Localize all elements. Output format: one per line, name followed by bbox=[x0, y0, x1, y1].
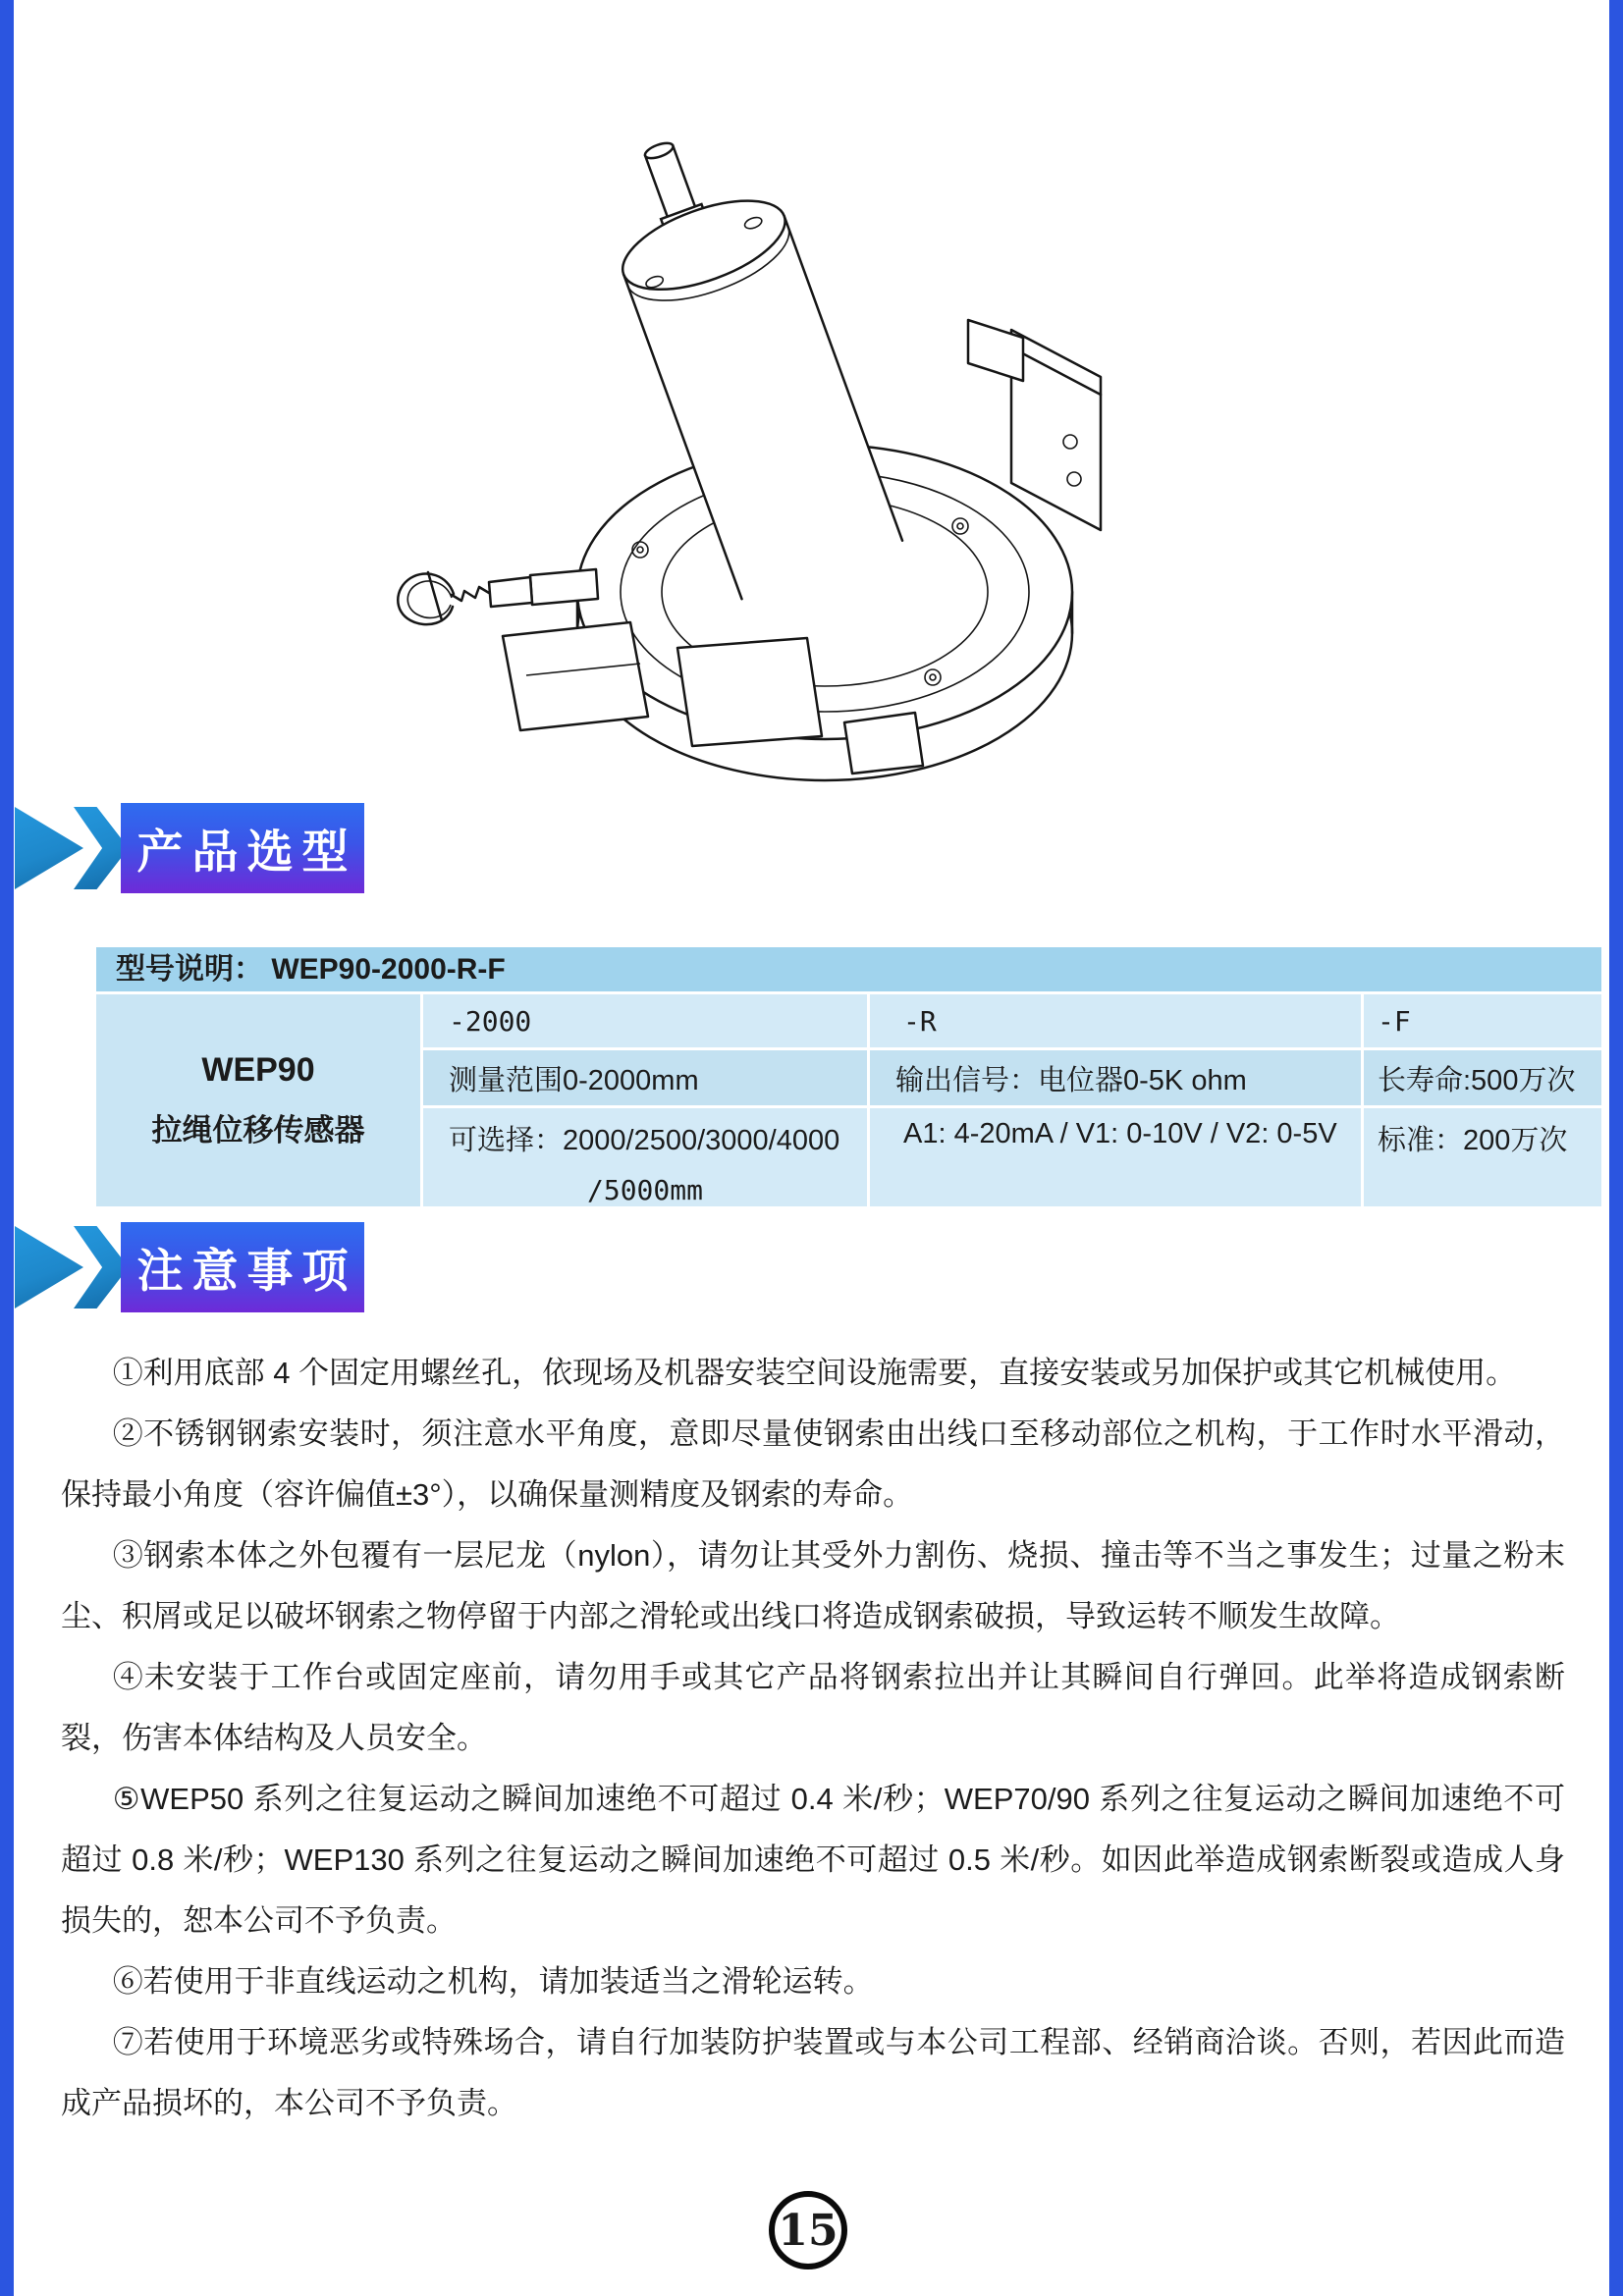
model-selection-table bbox=[96, 947, 1601, 1206]
range-options-cell bbox=[423, 1108, 867, 1206]
page-number: 15 bbox=[769, 2191, 847, 2269]
caution-item: ①利用底部 4 个固定用螺丝孔，依现场及机器安装空间设施需要，直接安装或另加保护或其它机械使用。 bbox=[112, 1356, 1517, 1390]
section-title-banner: 注意事项 bbox=[121, 1222, 364, 1312]
life-options-cell: 标准：200万次 bbox=[1364, 1108, 1601, 1206]
product-model: WEP90 bbox=[201, 1051, 315, 1089]
caution-item: ②不锈钢钢索安装时，须注意水平角度，意即尽量使钢索由出线口至移动部位之机构，于工作时水平滑动，保持最小角度（容许偏值±3°），以确保量测精度及钢索的寿命。 bbox=[61, 1416, 1565, 1512]
bracket-right bbox=[1011, 330, 1101, 530]
arrow-triangle-icon bbox=[15, 1226, 83, 1308]
table-title: 型号说明： WEP90-2000-R-F bbox=[96, 947, 1601, 991]
section-title-banner: 产品选型 bbox=[121, 803, 364, 893]
range-desc-cell: 测量范围0-2000mm bbox=[423, 1050, 867, 1105]
output-desc-cell: 输出信号：电位器0-5K ohm bbox=[870, 1050, 1361, 1105]
output-options-cell: A1: 4-20mA / V1: 0-10V / V2: 0-5V bbox=[870, 1108, 1361, 1206]
product-cell bbox=[96, 994, 420, 1206]
cable-spring bbox=[452, 587, 489, 601]
output-code-cell: -R bbox=[870, 994, 1361, 1047]
range-options-line2: /5000mm bbox=[586, 1174, 703, 1206]
caution-item: ④未安装于工作台或固定座前，请勿用手或其它产品将钢索拉出并让其瞬间自行弹回。此举将造成钢索断裂，伤害本体结构及人员安全。 bbox=[61, 1660, 1565, 1755]
caution-item: ⑦若使用于环境恶劣或特殊场合，请自行加装防护装置或与本公司工程部、经销商洽谈。否则，若因此而造成产品损坏的，本公司不予负责。 bbox=[61, 2025, 1565, 2120]
right-edge-bar bbox=[1609, 0, 1623, 2296]
table-body bbox=[96, 994, 1601, 1206]
life-code-cell: -F bbox=[1364, 994, 1601, 1047]
caution-item: ⑤WEP50 系列之往复运动之瞬间加速绝不可超过 0.4 米/秒；WEP70/90 系列之往复运动之瞬间加速绝不可超过 0.8 米/秒；WEP130 系列之往复运动之瞬间加速绝不可超过 0.5 米/秒。如因此举造成钢索断裂或造成人身损失的，恕本公司不予负责。 bbox=[61, 1782, 1565, 1938]
range-code-cell: -2000 bbox=[423, 994, 867, 1047]
foot-right bbox=[677, 638, 822, 746]
caution-item: ⑥若使用于非直线运动之机构，请加装适当之滑轮运转。 bbox=[112, 1964, 874, 1999]
arrow-triangle-icon bbox=[15, 807, 83, 889]
foot-left bbox=[503, 622, 648, 730]
product-name: 拉绳位移传感器 bbox=[151, 1113, 365, 1148]
caution-item: ③钢索本体之外包覆有一层尼龙（nylon），请勿让其受外力割伤、烧损、撞击等不当之事发生；过量之粉末尘、积屑或足以破坏钢索之物停留于内部之滑轮或出线口将造成钢索破损，导致运转不顺发生故障。 bbox=[61, 1538, 1565, 1633]
sensor-line-drawing bbox=[383, 86, 1129, 803]
cautions-text bbox=[61, 1343, 1565, 2134]
left-edge-bar bbox=[0, 0, 14, 2296]
life-desc-cell: 长寿命:500万次 bbox=[1364, 1050, 1601, 1105]
cable-fitting bbox=[530, 569, 598, 605]
range-options-line1: 可选择：2000/2500/3000/4000 bbox=[449, 1125, 840, 1156]
